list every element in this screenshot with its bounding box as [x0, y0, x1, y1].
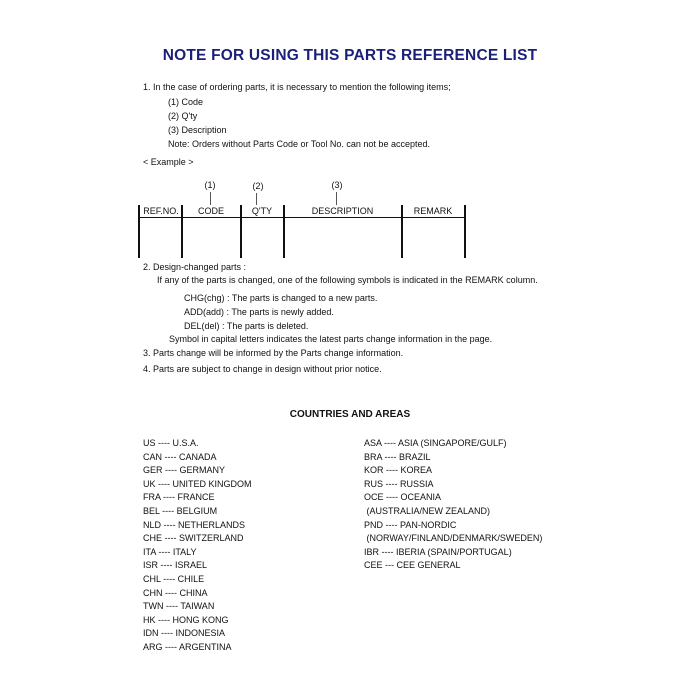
- country-item: UK ---- UNITED KINGDOM: [143, 478, 252, 489]
- countries-title: COUNTRIES AND AREAS: [289, 409, 411, 420]
- country-item: RUS ---- RUSSIA: [364, 478, 434, 489]
- country-item: GER ---- GERMANY: [143, 465, 225, 476]
- symbol-add: ADD(add) : The parts is newly added.: [184, 307, 334, 317]
- country-item: ISR ---- ISRAEL: [143, 560, 208, 571]
- country-item-detail: (AUSTRALIA/NEW ZEALAND): [364, 505, 491, 516]
- country-item: ITA ---- ITALY: [143, 546, 197, 557]
- table-border-right: [464, 205, 466, 258]
- country-item: ARG ---- ARGENTINA: [143, 641, 232, 652]
- country-item: CHL ---- CHILE: [143, 573, 205, 584]
- marker-2: (2): [252, 181, 264, 191]
- country-item: ASA ---- ASIA (SINGAPORE/GULF): [364, 438, 507, 448]
- country-item: FRA ---- FRANCE: [143, 492, 215, 503]
- section-3: 3. Parts change will be informed by the Parts change information.: [143, 348, 404, 358]
- header-description: DESCRIPTION: [311, 206, 374, 216]
- marker-3: (3): [331, 180, 343, 190]
- section-1-intro: 1. In the case of ordering parts, it is necessary to mention the following items;: [143, 82, 451, 92]
- country-item: BRA ---- BRAZIL: [364, 451, 431, 462]
- country-item: CHE ---- SWITZERLAND: [143, 533, 244, 544]
- header-refno: REF.NO.: [143, 206, 179, 216]
- marker-1-tick: [210, 192, 211, 205]
- country-item: US ---- U.S.A.: [143, 438, 199, 448]
- example-label: < Example >: [143, 157, 194, 167]
- symbol-chg: CHG(chg) : The parts is changed to a new parts.: [184, 293, 378, 303]
- header-qty: Q'TY: [251, 206, 273, 216]
- capital-letter-note: Symbol in capital letters indicates the latest parts change information in the page.: [169, 334, 493, 344]
- marker-3-tick: [336, 192, 337, 205]
- example-table: [138, 205, 466, 258]
- country-item: OCE ---- OCEANIA: [364, 492, 442, 503]
- country-item: HK ---- HONG KONG: [143, 614, 229, 625]
- country-item: CAN ---- CANADA: [143, 451, 217, 462]
- order-note: Note: Orders without Parts Code or Tool No. can not be accepted.: [168, 139, 430, 149]
- country-item: CHN ---- CHINA: [143, 587, 208, 598]
- countries-right-list: [364, 438, 542, 574]
- countries-left-list: [143, 438, 252, 656]
- symbol-del: DEL(del) : The parts is deleted.: [184, 321, 309, 331]
- section-4: 4. Parts are subject to change in design without prior notice.: [143, 364, 382, 374]
- country-item: KOR ---- KOREA: [364, 465, 433, 476]
- country-item-detail: (NORWAY/FINLAND/DENMARK/SWEDEN): [364, 533, 543, 544]
- country-item: BEL ---- BELGIUM: [143, 505, 218, 516]
- country-item: IDN ---- INDONESIA: [143, 628, 225, 639]
- country-item: PND ---- PAN-NORDIC: [364, 519, 457, 530]
- marker-1: (1): [204, 180, 216, 190]
- header-code: CODE: [197, 206, 224, 216]
- country-item: IBR ---- IBERIA (SPAIN/PORTUGAL): [364, 546, 512, 557]
- section-2-heading: 2. Design-changed parts :: [143, 262, 247, 272]
- table-header-rule: [138, 217, 466, 218]
- country-item: CEE --- CEE GENERAL: [364, 560, 461, 571]
- item-qty: (2) Q'ty: [168, 111, 198, 121]
- country-item: NLD ---- NETHERLANDS: [143, 519, 246, 530]
- country-item: TWN ---- TAIWAN: [143, 601, 215, 612]
- marker-2-tick: [256, 193, 257, 205]
- item-description: (3) Description: [168, 125, 227, 135]
- page-title: NOTE FOR USING THIS PARTS REFERENCE LIST: [162, 47, 538, 64]
- section-2-intro: If any of the parts is changed, one of the following symbols is indicated in the REMARK column.: [157, 275, 538, 285]
- header-remark: REMARK: [413, 206, 453, 216]
- item-code: (1) Code: [168, 97, 204, 107]
